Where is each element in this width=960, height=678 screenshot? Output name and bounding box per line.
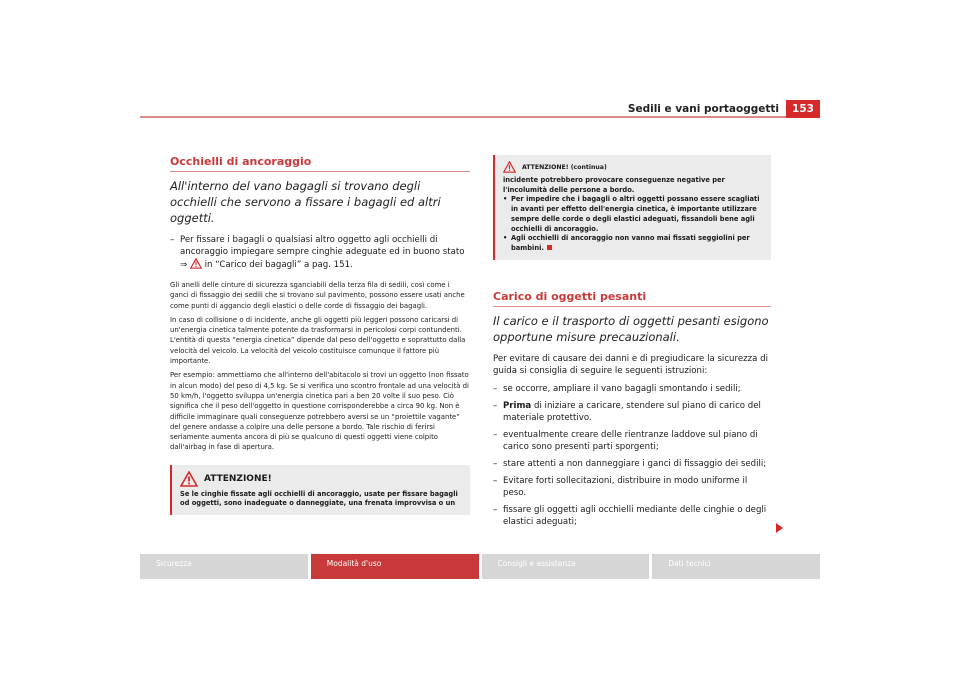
- warning-bullet-text: Agli occhielli di ancoraggio non vanno mai fissati seggiolini per bambini.: [511, 234, 750, 252]
- warning-label: ATTENZIONE!: [204, 473, 272, 484]
- paragraph-esempio: Per esempio: ammettiamo che all'interno dell'abitacolo si trovi un oggetto (non fissato in alcun modo) del peso di 4,5 kg. Se si verifica uno scontro frontale ad una velocità di 50 km/h, l'oggetto sviluppa un'energia cinetica pari a ben 20 volte il suo peso. Ciò significa che il peso dell'oggetto in questione corrisponderebbe a circa 90 kg. Non è difficile immaginare quali conseguenze potrebbero aversi se un “proiettile vagante” del genere andasse a colpire una delle persone a bordo. Tale rischio di ferirsi seriamente aumenta ancora di più se qualcuno di questi oggetti viene colpito dall'airbag in fase di apertura.: [170, 371, 469, 452]
- warning-continued-label: ATTENZIONE! (continua): [522, 163, 607, 171]
- list-item: – Prima di iniziare a caricare, stendere sul piano di carico del materiale protettivo.: [493, 400, 761, 423]
- emphasis-text: Prima: [503, 400, 532, 411]
- paragraph-anelli: Gli anelli delle cinture di sicurezza sganciabili della terza fila di sedili, così come i ganci di fissaggio dei sedili che si trovano sul pavimento, possono essere usati anche come punti di aggancio degli elastici o delle corde di fissaggio dei bagagli.: [170, 281, 465, 310]
- instruction-reference: in “Carico dei bagagli” a pag. 151.: [204, 260, 353, 270]
- paragraph-collisione: In caso di collisione o di incidente, anche gli oggetti più leggeri possono caricarsi di un'energia cinetica talmente potente da trasformarsi in pericolosi corpi contundenti. L'entità di questa “energia cinetica” dipende dal peso dell'oggetto e soprattutto dalla velocità del veicolo. La velocità del veicolo costituisce comunque il fattore più importante.: [170, 315, 466, 366]
- warning-bullet: • Per impedire che i bagagli o altri oggetti possano essere scagliati in avanti per effetto dell'energia cinetica, è importante utilizzare sempre delle corde o degli elastici adeguati, fissandoli bene agli occhielli di ancoraggio.: [503, 195, 763, 234]
- section-subtitle-occhielli: All'interno del vano bagagli si trovano degli occhielli che servono a fissare i bagagli ed altri oggetti.: [170, 179, 441, 225]
- section-subtitle-carico: Il carico e il trasporto di oggetti pesanti esigono opportune misure precauzionali.: [493, 313, 769, 344]
- warning-continued-box: [493, 155, 771, 260]
- section-title-occhielli: Occhielli di ancoraggio: [170, 155, 470, 172]
- end-of-section-marker: [547, 245, 552, 250]
- warning-box: [170, 465, 470, 515]
- warning-triangle-icon: [190, 258, 202, 269]
- section-title-carico: Carico di oggetti pesanti: [493, 290, 771, 307]
- list-item: – Evitare forti sollecitazioni, distribuire in modo uniforme il peso.: [493, 475, 748, 498]
- warning-triangle-icon: [180, 471, 198, 487]
- warning-continued-text: incidente potrebbero provocare conseguenze negative per l'incolumità delle persone a bordo.: [503, 176, 725, 194]
- tab-dati-tecnici[interactable]: Dati tecnici: [652, 554, 820, 579]
- warning-triangle-icon: [503, 161, 516, 173]
- warning-bullet-text: Per impedire che i bagagli o altri oggetti possano essere scagliati in avanti per effetto dell'energia cinetica, è importante utilizzare sempre delle corde o degli elastici adeguati, fissandoli bene agli occhielli di ancoraggio.: [511, 195, 760, 233]
- intro-paragraph: Per evitare di causare dei danni e di pregiudicare la sicurezza di guida si consiglia di seguire le seguenti istruzioni:: [493, 353, 768, 376]
- next-page-arrow-icon[interactable]: [776, 523, 783, 533]
- warning-text: Se le cinghie fissate agli occhielli di ancoraggio, usate per fissare bagagli od oggetti, sono inadeguate o danneggiate, una frenata improvvisa o un: [180, 489, 458, 508]
- page-header-title: Sedili e vani portaoggetti: [627, 103, 779, 115]
- header-rule: [140, 116, 820, 118]
- page-number: 153: [786, 100, 820, 118]
- instruction-item: – Per fissare i bagagli o qualsiasi altro oggetto agli occhielli di ancoraggio impiegare sempre cinghie adeguate ed in buono stato ⇒ in “Carico dei bagagli” a pag. 151.: [170, 235, 465, 270]
- left-column: [170, 155, 470, 515]
- tab-modalita-uso[interactable]: Modalità d'uso: [311, 554, 479, 579]
- footer-nav: [140, 554, 820, 579]
- tab-sicurezza[interactable]: Sicurezza: [140, 554, 308, 579]
- instruction-text: Per fissare i bagagli o qualsiasi altro oggetto agli occhielli di ancoraggio impiegare sempre cinghie adeguate ed in buono stato ⇒: [180, 235, 465, 270]
- list-item: – eventualmente creare delle rientranze laddove sul piano di carico sono presenti parti sporgenti;: [493, 429, 758, 452]
- list-item: – se occorre, ampliare il vano bagagli smontando i sedili;: [493, 383, 741, 394]
- list-item: – fissare gli oggetti agli occhielli mediante delle cinghie o degli elastici adeguati;: [493, 504, 767, 527]
- tab-consigli-assistenza[interactable]: Consigli e assistenza: [482, 554, 650, 579]
- warning-bullet: • Agli occhielli di ancoraggio non vanno mai fissati seggiolini per bambini.: [503, 234, 750, 252]
- list-item: – stare attenti a non danneggiare i ganci di fissaggio dei sedili;: [493, 458, 767, 469]
- right-column: [493, 155, 771, 533]
